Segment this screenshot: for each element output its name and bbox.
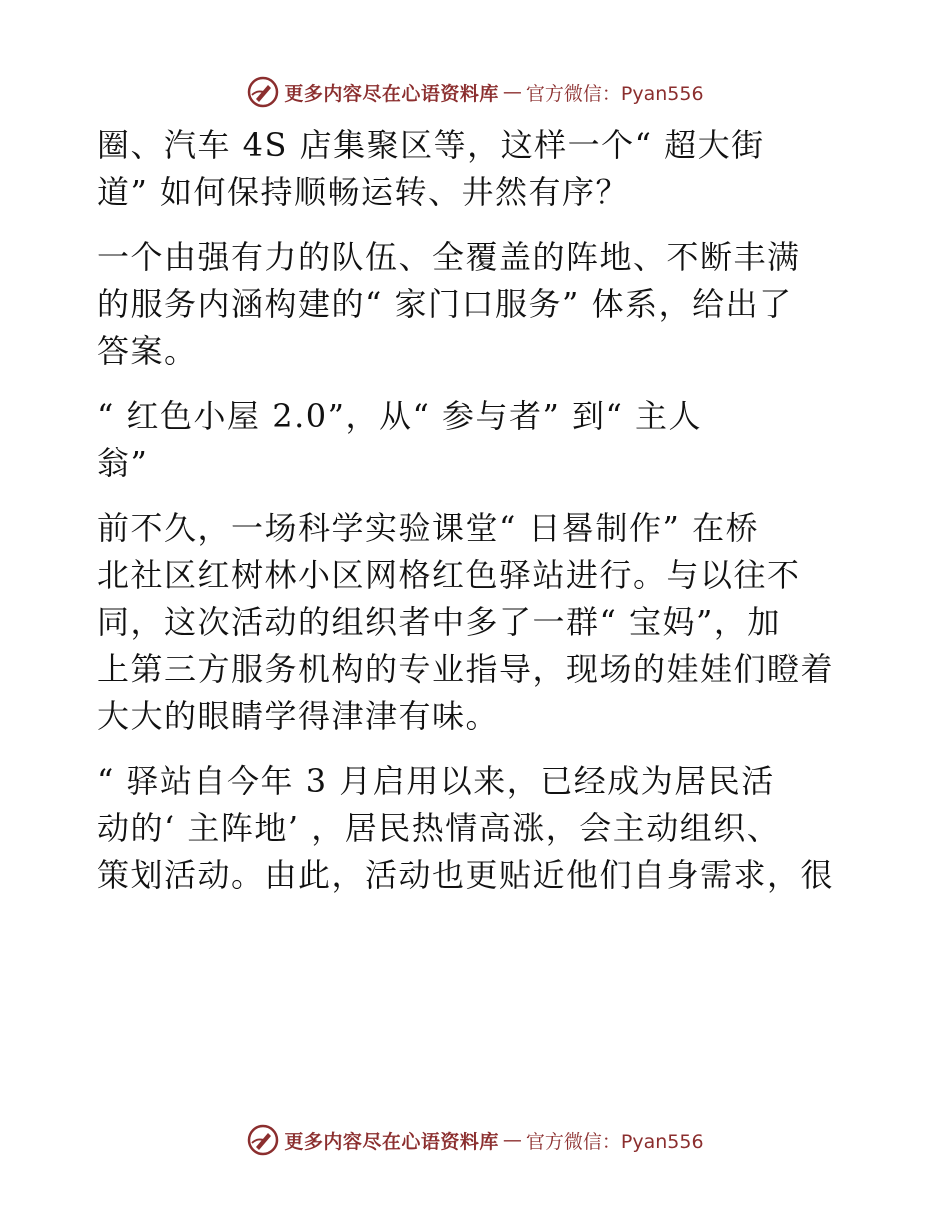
pen-logo-icon <box>246 1123 280 1157</box>
paragraph <box>97 505 857 740</box>
banner-wechat-text: 官方微信：Pyan556 <box>525 82 704 105</box>
text-line: 大大的眼睛学得津津有味。 <box>97 697 500 735</box>
paragraph <box>97 393 857 487</box>
banner-separator: — <box>502 81 522 103</box>
text-line: 翁” <box>97 444 149 482</box>
banner-site-text: 更多内容尽在心语资料库 <box>284 82 499 105</box>
text-line: 北社区红树林小区网格红色驿站进行。与以往不 <box>97 556 801 594</box>
pen-logo-icon <box>246 75 280 109</box>
header-banner <box>0 70 950 114</box>
footer-banner <box>0 1118 950 1162</box>
banner-wechat-text: 官方微信：Pyan556 <box>525 1130 704 1153</box>
paragraph <box>97 234 857 375</box>
banner-separator: — <box>502 1129 522 1151</box>
text-line: “ 红色小屋 2.0”，从“ 参与者” 到“ 主人 <box>97 397 703 435</box>
text-line: 前不久，一场科学实验课堂“ 日晷制作” 在桥 <box>97 509 760 547</box>
banner-site-text: 更多内容尽在心语资料库 <box>284 1130 499 1153</box>
text-line: “ 驿站自今年 3 月启用以来，已经成为居民活 <box>97 762 775 800</box>
text-line: 动的‘ 主阵地’ ，居民热情高涨，会主动组织、 <box>97 809 781 847</box>
text-line: 上第三方服务机构的专业指导，现场的娃娃们瞪着 <box>97 650 835 688</box>
paragraph <box>97 122 857 216</box>
text-line: 的服务内涵构建的“ 家门口服务” 体系，给出了 <box>97 285 793 323</box>
text-line: 圈、汽车 4S 店集聚区等，这样一个“ 超大街 <box>97 126 765 164</box>
text-line: 策划活动。由此，活动也更贴近他们自身需求，很 <box>97 856 835 894</box>
text-line: 同，这次活动的组织者中多了一群“ 宝妈”，加 <box>97 603 781 641</box>
text-line: 道” 如何保持顺畅运转、井然有序？ <box>97 173 630 211</box>
paragraph <box>97 758 857 899</box>
document-body <box>97 122 857 917</box>
text-line: 一个由强有力的队伍、全覆盖的阵地、不断丰满 <box>97 238 801 276</box>
text-line: 答案。 <box>97 332 198 370</box>
